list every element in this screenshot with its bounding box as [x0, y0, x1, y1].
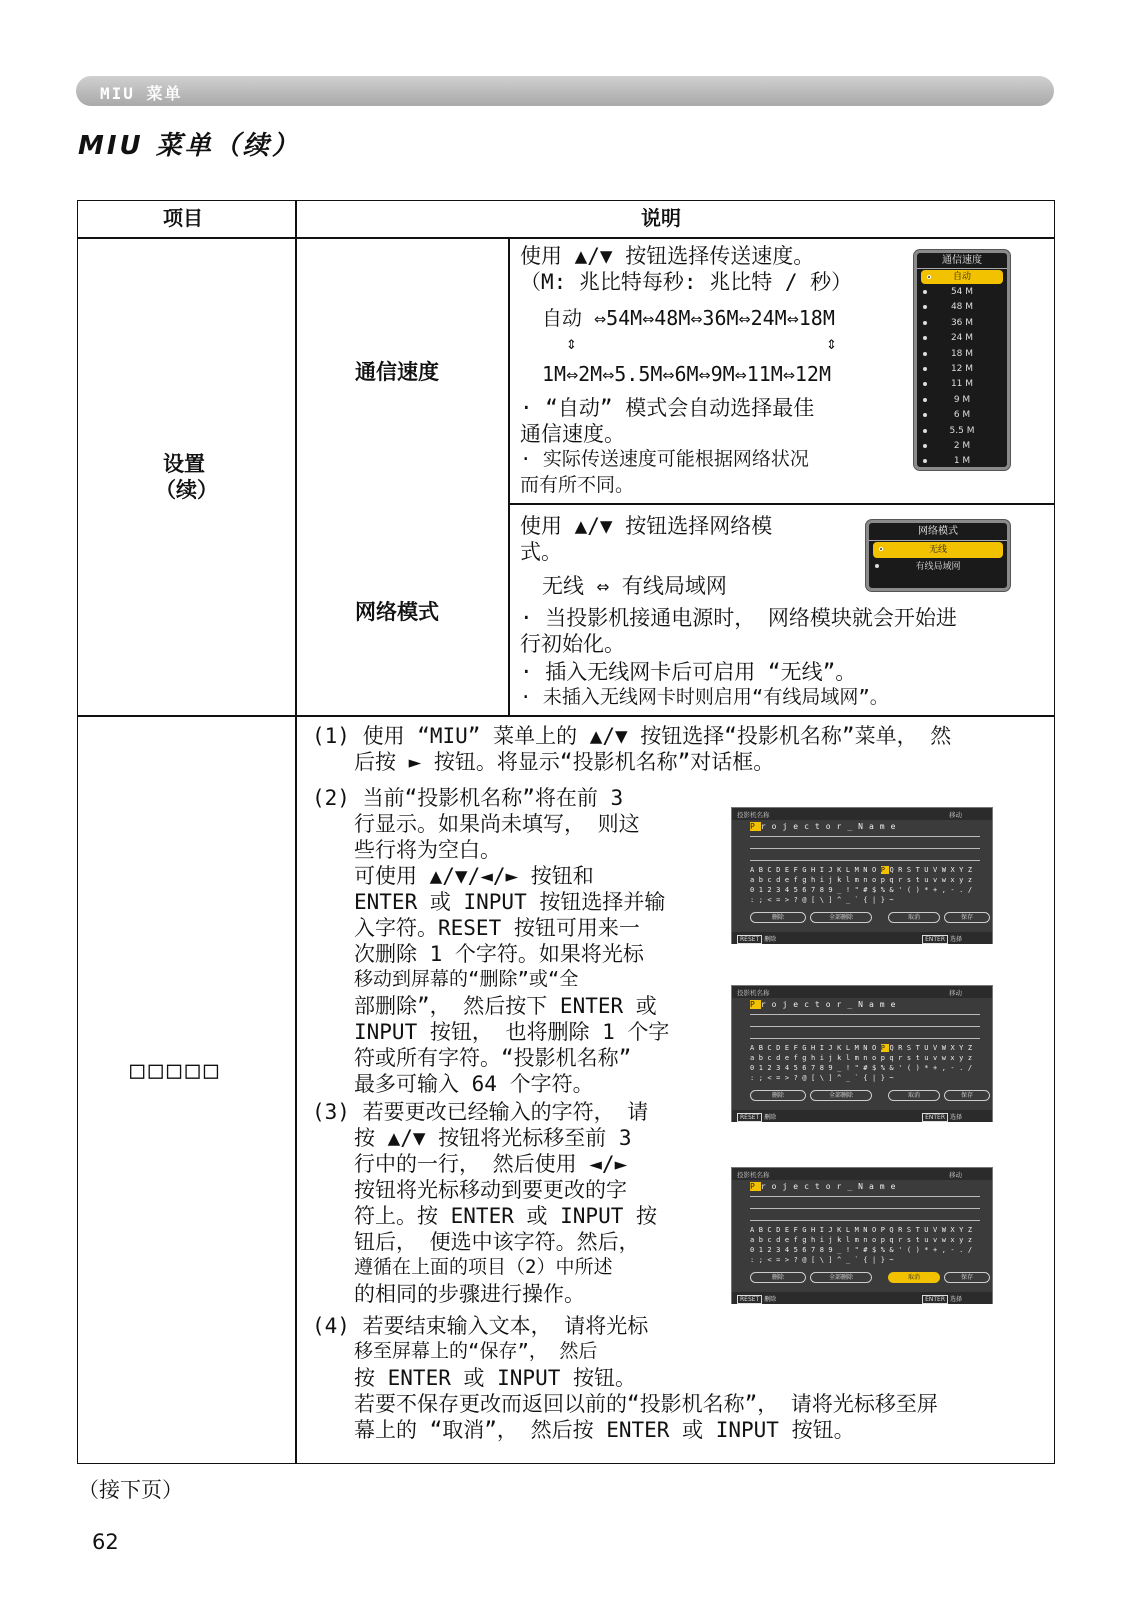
reset-hint: 删除: [764, 1114, 777, 1121]
reset-key: RESET: [737, 935, 762, 944]
char-row-upper[interactable]: ABCDEFGHIJKLMNOPQRSTUVWXYZ: [750, 1226, 977, 1234]
projector-p3-line8: 的相同的步骤进行操作。: [354, 1282, 585, 1306]
enter-key: ENTER: [922, 935, 948, 944]
header-col-divider: [295, 201, 297, 237]
network-note-1: · 当投影机接通电源时， 网络模块就会开始进: [520, 606, 957, 630]
screen-move-hint: 移动: [949, 1171, 962, 1179]
delete-button[interactable]: 删除: [750, 1090, 806, 1101]
projector-p2-line1: (2) 当前“投影机名称”将在前 3: [312, 786, 624, 810]
header-divider: [78, 237, 1054, 239]
name-row-line: [750, 860, 980, 861]
network-label: 网络模式: [355, 600, 439, 624]
screen-status-bar: [732, 932, 992, 944]
reset-key: RESET: [737, 1295, 762, 1304]
char-row-lower[interactable]: abcdefghijklmnopqrstuvwxyz: [750, 876, 977, 884]
speed-option-label: 36 M: [950, 317, 974, 328]
speed-line-1: 使用 ▲/▼ 按钮选择传送速度。: [520, 244, 815, 268]
radio-dot-icon: [923, 398, 927, 402]
name-row-line: [750, 1220, 980, 1221]
screen-title: 投影机名称: [737, 989, 770, 997]
projector-p2-line11: 符或所有字符。“投影机名称”: [354, 1046, 632, 1070]
screen-buttons: [750, 912, 990, 924]
screen-move-hint: 移动: [949, 811, 962, 819]
network-option-wired[interactable]: [869, 559, 1007, 575]
projector-p1-line2: 后按 ► 按钮。将显示“投影机名称”对话框。: [354, 750, 775, 774]
item-col-divider: [295, 237, 297, 1463]
projector-name-screen-1: [731, 807, 993, 944]
char-row-digits[interactable]: 0123456789_!"#$%&'()*+,-./: [750, 1246, 977, 1254]
projector-p2-line5: ENTER 或 INPUT 按钮选择并输: [354, 890, 666, 914]
name-row-line: [750, 1208, 980, 1209]
speed-option-auto[interactable]: [921, 270, 1003, 284]
screen-buttons: [750, 1090, 990, 1102]
speed-note-2: · 实际传送速度可能根据网络状况: [520, 448, 809, 470]
screen-buttons: [750, 1272, 990, 1284]
char-row-symbols[interactable]: :;<=>?@[\]^_`{|}~: [750, 896, 899, 904]
speed-note-1b: 通信速度。: [520, 422, 625, 446]
projector-p3-line7: 遵循在上面的项目（2）中所述: [354, 1256, 613, 1278]
continued-note: （接下页）: [78, 1478, 183, 1502]
speed-option-label: 54 M: [950, 287, 974, 297]
char-row-lower[interactable]: abcdefghijklmnopqrstuvwxyz: [750, 1054, 977, 1062]
save-button[interactable]: 保存: [944, 1090, 990, 1101]
cancel-button[interactable]: 取消: [888, 912, 940, 923]
speed-cycle-1: 自动 ⇔54M⇔48M⇔36M⇔24M⇔18M: [542, 306, 835, 330]
speed-option-2m[interactable]: [917, 439, 1007, 454]
delete-all-button[interactable]: 全部删除: [810, 912, 872, 923]
screen-title-bar: [732, 986, 992, 998]
radio-dot-icon: [923, 382, 927, 386]
network-option-wireless[interactable]: [873, 542, 1003, 558]
name-line[interactable]: [750, 822, 901, 831]
cancel-button[interactable]: 取消: [888, 1090, 940, 1101]
reset-key: RESET: [737, 1113, 762, 1122]
speed-option-5-5m[interactable]: [917, 424, 1007, 439]
radio-dot-icon: [923, 459, 927, 463]
reset-hint: 删除: [764, 936, 777, 943]
speed-menu-title: 通信速度: [917, 253, 1007, 269]
speed-menu[interactable]: [914, 250, 1010, 470]
radio-dot-icon: [879, 547, 883, 551]
projector-p3-line2: 按 ▲/▼ 按钮将光标移至前 3: [354, 1126, 632, 1150]
projector-p2-line9: 部删除”， 然后按下 ENTER 或: [354, 994, 657, 1018]
screen-status-bar: [732, 1110, 992, 1122]
settings-table: [77, 200, 1055, 1464]
speed-option-label: 12 M: [950, 363, 974, 374]
radio-dot-icon: [923, 429, 927, 433]
enter-key: ENTER: [922, 1295, 948, 1304]
screen-title-bar: [732, 1168, 992, 1180]
speed-option-label: 11 M: [950, 379, 974, 390]
char-row-upper[interactable]: [750, 866, 977, 874]
name-row-line: [750, 1038, 980, 1039]
speed-option-label: 自动: [952, 272, 971, 282]
page-title: MIU 菜单（续）: [78, 131, 301, 161]
projector-p2-line12: 最多可输入 64 个字符。: [354, 1072, 594, 1096]
projector-p3-line5: 符上。按 ENTER 或 INPUT 按: [354, 1204, 658, 1228]
name-row-line: [750, 1014, 980, 1015]
projector-p2-line3: 些行将为空白。: [354, 838, 501, 862]
speed-line-2: （M: 兆比特每秒: 兆比特 / 秒）: [520, 270, 853, 294]
network-cycle: 无线 ⇔ 有线局域网: [542, 574, 727, 598]
speed-network-divider: [508, 503, 1054, 505]
cancel-button[interactable]: 取消: [888, 1272, 940, 1283]
name-row-line: [750, 1196, 980, 1197]
delete-all-button[interactable]: 全部删除: [810, 1272, 872, 1283]
char-row-symbols[interactable]: :;<=>?@[\]^_`{|}~: [750, 1256, 899, 1264]
speed-option-1m[interactable]: [917, 454, 1007, 469]
section-header-label: MIU 菜单: [100, 84, 183, 103]
speed-label: 通信速度: [355, 360, 439, 384]
speed-option-label: 9 M: [953, 394, 971, 405]
name-rest: rojector_Name: [760, 822, 902, 831]
network-note-3: · 未插入无线网卡时则启用“有线局域网”。: [520, 686, 889, 708]
char-row-symbols[interactable]: :;<=>?@[\]^_`{|}~: [750, 1074, 899, 1082]
speed-option-36m[interactable]: [917, 316, 1007, 331]
speed-option-9m[interactable]: [917, 393, 1007, 408]
char-row-digits[interactable]: 0123456789_!"#$%&'()*+,-./: [750, 886, 977, 894]
network-menu-title: 网络模式: [869, 523, 1007, 541]
char-row-upper[interactable]: [750, 1044, 977, 1052]
network-note-1b: 行初始化。: [520, 632, 625, 656]
radio-dot-icon: [923, 321, 927, 325]
desc-col-divider: [508, 237, 510, 715]
group-label-cont: （续）: [155, 478, 218, 502]
speed-option-11m[interactable]: [917, 377, 1007, 392]
speed-option-24m[interactable]: [917, 331, 1007, 346]
char-row-lower[interactable]: abcdefghijklmnopqrstuvwxyz: [750, 1236, 977, 1244]
enter-hint: 选择: [949, 1296, 962, 1303]
network-option-label: 无线: [928, 545, 947, 555]
char-cursor: P: [880, 1044, 890, 1052]
radio-dot-icon: [923, 352, 927, 356]
name-cursor: P: [750, 1000, 761, 1009]
group-label: 设置: [163, 452, 205, 476]
projector-p2-line6: 入字符。RESET 按钮可用来一: [354, 916, 640, 940]
projector-p4-line5: 幕上的 “取消”， 然后按 ENTER 或 INPUT 按钮。: [354, 1418, 855, 1442]
speed-option-label: 5.5 M: [949, 425, 975, 436]
header-desc: 说明: [641, 206, 681, 230]
screen-title-bar: [732, 808, 992, 820]
enter-hint: 选择: [949, 936, 962, 943]
projector-p3-line6: 钮后， 便选中该字符。然后，: [354, 1230, 640, 1254]
projector-p2-line2: 行显示。如果尚未填写， 则这: [354, 812, 640, 836]
char-row-digits[interactable]: 0123456789_!"#$%&'()*+,-./: [750, 1064, 977, 1072]
radio-dot-icon: [923, 413, 927, 417]
char-group: ABCDEFGHIJKLMNO: [750, 866, 881, 874]
name-line[interactable]: [750, 1000, 901, 1009]
speed-cycle-2: 1M⇔2M⇔5.5M⇔6M⇔9M⇔11M⇔12M: [542, 362, 831, 386]
delete-all-button[interactable]: 全部删除: [810, 1090, 872, 1101]
projector-p3-line4: 按钮将光标移动到要更改的字: [354, 1178, 627, 1202]
radio-dot-icon: [875, 564, 879, 568]
radio-dot-icon: [923, 444, 927, 448]
network-note-2: · 插入无线网卡后可启用 “无线”。: [520, 660, 857, 684]
radio-dot-icon: [923, 367, 927, 371]
radio-dot-icon: [923, 305, 927, 309]
name-rest: rojector_Name: [760, 1000, 902, 1009]
projector-p3-line3: 行中的一行， 然后使用 ◄/►: [354, 1152, 628, 1176]
speed-option-6m[interactable]: [917, 408, 1007, 423]
reset-hint: 删除: [764, 1296, 777, 1303]
delete-button[interactable]: 删除: [750, 1272, 806, 1283]
speed-option-label: 1 M: [953, 456, 971, 467]
header-item: 项目: [163, 206, 203, 230]
projector-p4-line3: 按 ENTER 或 INPUT 按钮。: [354, 1366, 637, 1390]
save-button[interactable]: 保存: [944, 912, 990, 923]
name-cursor: P: [750, 822, 761, 831]
radio-dot-icon: [927, 275, 931, 279]
delete-button[interactable]: 删除: [750, 912, 806, 923]
network-line-1b: 式。: [520, 540, 562, 564]
char-cursor: P: [880, 866, 890, 874]
screen-status-bar: [732, 1292, 992, 1304]
screen-move-hint: 移动: [949, 989, 962, 997]
projector-p2-line10: INPUT 按钮， 也将删除 1 个字: [354, 1020, 670, 1044]
speed-option-12m[interactable]: [917, 362, 1007, 377]
speed-option-54m[interactable]: [917, 285, 1007, 300]
radio-dot-icon: [923, 336, 927, 340]
projector-p1-line1: (1) 使用 “MIU” 菜单上的 ▲/▼ 按钮选择“投影机名称”菜单， 然: [312, 724, 952, 748]
speed-option-48m[interactable]: [917, 300, 1007, 315]
network-option-label: 有线局域网: [915, 562, 961, 572]
speed-option-label: 48 M: [950, 302, 974, 313]
projector-p4-line1: (4) 若要结束输入文本， 请将光标: [312, 1314, 649, 1338]
char-group: QRSTUVWXYZ: [889, 866, 977, 874]
screen-title: 投影机名称: [737, 1171, 770, 1179]
speed-cycle-arrows: ⇕ ⇕: [566, 333, 837, 354]
radio-dot-icon: [923, 290, 927, 294]
network-menu[interactable]: [866, 520, 1010, 591]
name-cursor: P: [750, 1182, 761, 1191]
enter-key: ENTER: [922, 1113, 948, 1122]
name-row-line: [750, 1026, 980, 1027]
save-button[interactable]: 保存: [944, 1272, 990, 1283]
page-number: 62: [92, 1530, 119, 1554]
speed-note-1: · “自动” 模式会自动选择最佳: [520, 396, 815, 420]
speed-note-2b: 而有所不同。: [520, 474, 635, 496]
speed-option-18m[interactable]: [917, 347, 1007, 362]
speed-option-label: 18 M: [950, 348, 974, 359]
section-header-bar: [76, 76, 1054, 106]
char-group: ABCDEFGHIJKLMNO: [750, 1044, 881, 1052]
name-row-line: [750, 836, 980, 837]
network-line-1: 使用 ▲/▼ 按钮选择网络模: [520, 514, 773, 538]
projector-p4-line2: 移至屏幕上的“保存”， 然后: [354, 1340, 598, 1362]
name-rest: rojector_Name: [760, 1182, 902, 1191]
projector-p2-line4: 可使用 ▲/▼/◄/► 按钮和: [354, 864, 594, 888]
speed-option-label: 2 M: [953, 440, 971, 451]
settings-projector-divider: [78, 715, 1054, 717]
speed-option-label: 6 M: [953, 410, 971, 421]
projector-p4-line4: 若要不保存更改而返回以前的“投影机名称”， 请将光标移至屏: [354, 1392, 938, 1416]
projector-name-screen-3: [731, 1167, 993, 1304]
enter-hint: 选择: [949, 1114, 962, 1121]
projector-label: □□□□□: [130, 1056, 223, 1084]
name-line[interactable]: [750, 1182, 901, 1191]
projector-p3-line1: (3) 若要更改已经输入的字符， 请: [312, 1100, 649, 1124]
char-group: QRSTUVWXYZ: [889, 1044, 977, 1052]
name-row-line: [750, 848, 980, 849]
projector-p2-line8: 移动到屏幕的“删除”或“全: [354, 968, 579, 990]
screen-title: 投影机名称: [737, 811, 770, 819]
projector-p2-line7: 次删除 1 个字符。如果将光标: [354, 942, 644, 966]
projector-name-screen-2: [731, 985, 993, 1122]
speed-option-label: 24 M: [950, 333, 974, 344]
